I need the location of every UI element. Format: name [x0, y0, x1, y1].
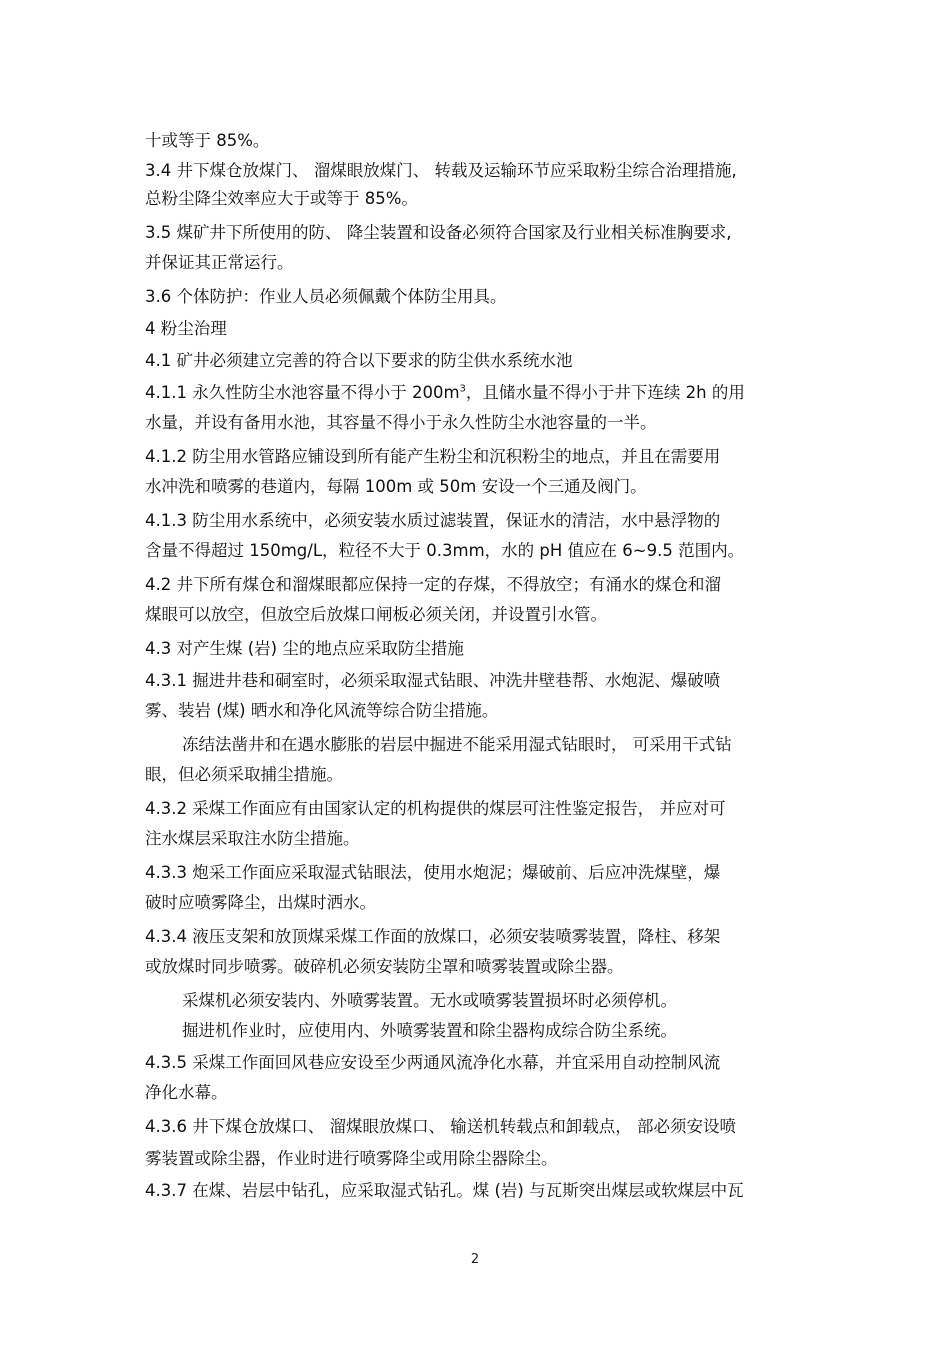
text-line: 4.1.2 防尘用水管路应铺设到所有能产生粉尘和沉积粉尘的地点，并且在需要用: [145, 447, 721, 466]
text-line: 含量不得超过 150mg/L，粒径不大于 0.3mm，水的 pH 值应在 6~9.5 范围内。: [145, 541, 745, 560]
text-line: 净化水幕。: [145, 1083, 228, 1102]
text-line: 3.6 个体防护：作业人员必须佩戴个体防尘用具。: [145, 287, 507, 306]
text-line: 破时应喷雾降尘，出煤时洒水。: [145, 893, 376, 912]
text-line: 掘进机作业时，应使用内、外喷雾装置和除尘器构成综合防尘系统。: [182, 1021, 677, 1040]
text-line: 十或等于 85%。: [145, 131, 270, 150]
text-line: 采煤机必须安装内、外喷雾装置。无水或喷雾装置损坏时必须停机。: [182, 991, 677, 1010]
text-line: 雾、装岩 (煤) 晒水和净化风流等综合防尘措施。: [145, 701, 499, 720]
text-line: 4.1 矿井必须建立完善的符合以下要求的防尘供水系统水池: [145, 351, 573, 370]
text-line: 4.3 对产生煤 (岩) 尘的地点应采取防尘措施: [145, 639, 464, 658]
text-line: 水量，并设有备用水池，其容量不得小于永久性防尘水池容量的一半。: [145, 413, 657, 432]
text-line: 4.3.7 在煤、岩层中钻孔，应采取湿式钻孔。煤 (岩) 与瓦斯突出煤层或软煤层中瓦: [145, 1181, 744, 1200]
text-line: 水冲洗和喷雾的巷道内，每隔 100m 或 50m 安设一个三通及阀门。: [145, 477, 647, 496]
text-line: 4.3.2 采煤工作面应有由国家认定的机构提供的煤层可注性鉴定报告， 并应对可: [145, 799, 726, 818]
text-line: 4.3.6 井下煤仓放煤口、 溜煤眼放煤口、 输送机转载点和卸载点， 部必须安设喷: [145, 1117, 736, 1136]
text-line: 雾装置或除尘器，作业时进行喷雾降尘或用除尘器除尘。: [145, 1149, 558, 1168]
text-line: 或放煤时同步喷雾。破碎机必须安装防尘罩和喷雾装置或除尘器。: [145, 957, 624, 976]
text-line: 总粉尘降尘效率应大于或等于 85%。: [145, 189, 418, 208]
text-line: 3.4 井下煤仓放煤门、 溜煤眼放煤门、 转载及运输环节应采取粉尘综合治理措施,: [145, 161, 737, 180]
text-line: 4.3.3 炮采工作面应采取湿式钻眼法，使用水炮泥；爆破前、后应冲洗煤壁，爆: [145, 863, 721, 882]
superscript: 3: [459, 383, 466, 395]
text-line: 3.5 煤矿井下所使用的防、 降尘装置和设备必须符合国家及行业相关标准胸要求,: [145, 223, 732, 242]
page-number: 2: [470, 1252, 480, 1267]
text-span: 4.1.1 永久性防尘水池容量不得小于 200m: [145, 383, 460, 402]
text-line: 煤眼可以放空，但放空后放煤口闸板必须关闭，并设置引水管。: [145, 605, 607, 624]
text-line: 并保证其正常运行。: [145, 253, 294, 272]
text-line: 4.1.3 防尘用水系统中，必须安装水质过滤装置，保证水的清洁，水中悬浮物的: [145, 511, 721, 530]
text-line: 注水煤层采取注水防尘措施。: [145, 829, 360, 848]
text-line: [145, 383, 745, 403]
text-line: 4.3.4 液压支架和放顶煤采煤工作面的放煤口，必须安装喷雾装置，降柱、移架: [145, 927, 721, 946]
text-span: ，且储水量不得小于井下连续 2h 的用: [465, 383, 745, 402]
text-line: 4.3.5 采煤工作面回风巷应安设至少两通风流净化水幕，并宜采用自动控制风流: [145, 1053, 721, 1072]
text-line: 冻结法凿井和在遇水膨胀的岩层中掘进不能采用湿式钻眼时， 可采用干式钻: [182, 735, 732, 754]
text-line: 4.2 井下所有煤仓和溜煤眼都应保持一定的存煤，不得放空；有涌水的煤仓和溜: [145, 575, 721, 594]
text-line: 眼，但必须采取捕尘措施。: [145, 765, 343, 784]
section-heading: 4 粉尘治理: [145, 319, 227, 338]
text-line: 4.3.1 掘进井巷和硐室时，必须采取湿式钻眼、冲洗井壁巷帮、水炮泥、爆破喷: [145, 671, 721, 690]
